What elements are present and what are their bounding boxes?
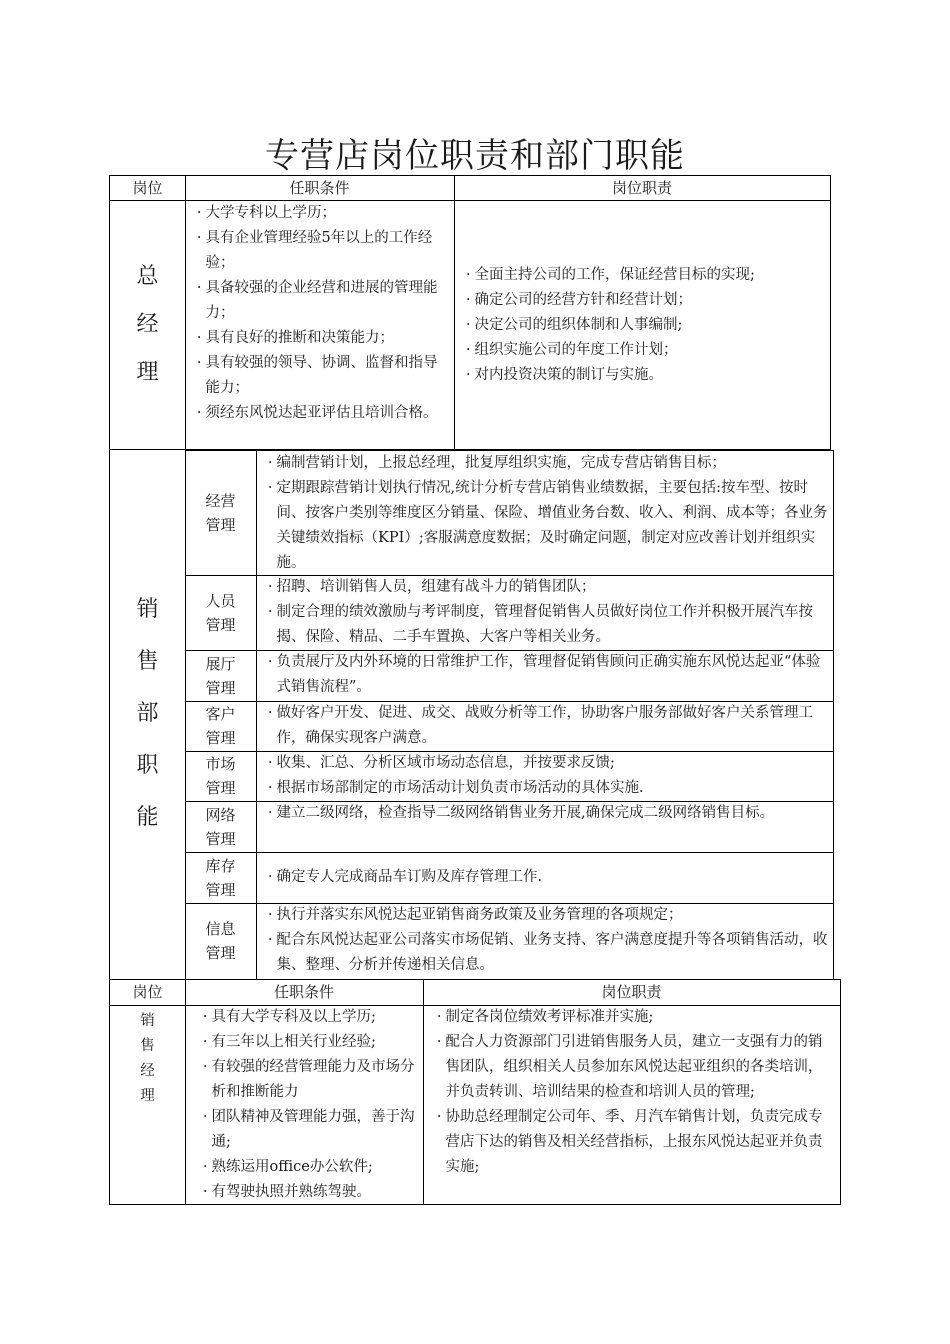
- gm-requirements: [185, 200, 455, 450]
- label-line: 管理: [205, 944, 236, 962]
- duty-item: · 确定公司的经营方针和经营计划；: [460, 288, 826, 313]
- duty-item: · 对内投资决策的制订与实施。: [460, 363, 826, 388]
- gm-duties: [454, 200, 831, 450]
- function-content-customer: [256, 701, 834, 752]
- label-line: 管理: [205, 615, 236, 634]
- dept-char: 能: [136, 805, 159, 830]
- function-label-market: [185, 751, 257, 802]
- duty-item: · 制定各岗位绩效考评标准并实施;: [431, 1005, 824, 1030]
- function-content-personnel: [256, 575, 834, 651]
- label-line: 经营: [205, 492, 236, 510]
- requirement-item: · 大学专科以上学历；: [191, 201, 450, 226]
- function-item: · 配合东风悦达起亚公司落实市场促销、业务支持、客户满意度提升等各项销售活动，收集、整理、分析并传递相关信息。: [262, 928, 829, 978]
- function-item: · 制定合理的绩效激励与考评制度，管理督促销售人员做好岗位工作并积极开展汽车按揭、保险、精品、二手车置换、大客户等相关业务。: [262, 600, 829, 650]
- function-label-personnel: [185, 575, 257, 651]
- function-content-information: [256, 903, 834, 979]
- function-content-showroom: [256, 650, 834, 702]
- function-item: · 收集、汇总、分析区域市场动态信息，并按要求反馈;: [262, 751, 829, 776]
- function-label-operations: [185, 450, 257, 576]
- function-item: · 招聘、培训销售人员，组建有战斗力的销售团队；: [262, 575, 829, 600]
- function-label-customer: [185, 701, 257, 752]
- label-line: 信息: [205, 920, 236, 938]
- duty-item: · 配合人力资源部门引进销售服务人员，建立一支强有力的销售团队，组织相关人员参加东风悦达起亚组织的各类培训，并负责转训、培训结果的检查和培训人员的管理;: [431, 1030, 824, 1105]
- requirement-item: · 须经东风悦达起亚评估且培训合格。: [191, 401, 450, 426]
- function-item: · 编制营销计划，上报总经理，批复厚组织实施，完成专营店销售目标；: [262, 451, 829, 476]
- function-item: · 执行并落实东风悦达起亚销售商务政策及业务管理的各项规定；: [262, 903, 829, 928]
- label-line: 管理: [205, 829, 236, 848]
- requirement-item: · 具有较强的领导、协调、监督和指导能力；: [191, 351, 450, 401]
- function-content-inventory: [256, 852, 834, 904]
- header-duties: 岗位职责: [454, 175, 831, 201]
- label-line: 库存: [205, 856, 236, 875]
- header-requirements: 任职条件: [185, 175, 455, 201]
- sales-dept-label: [109, 449, 186, 979]
- sm-requirements: [185, 1005, 424, 1205]
- dept-char: 职: [136, 753, 159, 778]
- sm-char: 经: [140, 1063, 155, 1079]
- requirement-item: · 熟练运用office办公软件;: [197, 1155, 415, 1180]
- requirement-item: · 有三年以上相关行业经验;: [197, 1030, 415, 1055]
- duty-item: · 全面主持公司的工作，保证经营目标的实现;: [460, 263, 826, 288]
- requirement-item: · 有驾驶执照并熟练驾驶。: [197, 1180, 415, 1205]
- function-content-network: [256, 801, 834, 853]
- gm-char: 经: [136, 311, 159, 337]
- requirement-item: · 团队精神及管理能力强，善于沟通;: [197, 1105, 415, 1155]
- function-item: · 做好客户开发、促进、成交、战败分析等工作，协助客户服务部做好客户关系管理工作，确保实现客户满意。: [262, 701, 829, 751]
- function-content-market: [256, 751, 834, 802]
- function-item: · 负责展厅及内外环境的日常维护工作，管理督促销售顾问正确实施东风悦达起亚“体验式销售流程”。: [262, 650, 829, 700]
- label-line: 客户: [205, 705, 236, 723]
- sm-duties: [423, 1005, 841, 1205]
- label-line: 管理: [205, 516, 236, 534]
- function-label-inventory: [185, 852, 257, 904]
- label-line: 管理: [205, 678, 236, 697]
- label-line: 管理: [205, 729, 236, 747]
- gm-char: 理: [136, 359, 159, 385]
- duty-item: · 组织实施公司的年度工作计划；: [460, 338, 826, 363]
- label-line: 展厅: [205, 654, 236, 673]
- function-label-network: [185, 801, 257, 853]
- label-line: 网络: [205, 805, 236, 824]
- requirement-item: · 具有良好的推断和决策能力；: [191, 326, 450, 351]
- function-item: · 定期跟踪营销计划执行情况,统计分析专营店销售业绩数据，主要包括:按车型、按时间、按客户类别等维度区分销量、保险、增值业务台数、收入、利润、成本等；各业务关键绩效指标（KPI）;客服满意度数据；及时确定问题，制定对应改善计划并组织实施。: [262, 476, 829, 576]
- label-line: 人员: [205, 591, 236, 610]
- function-item: · 建立二级网络，检查指导二级网络销售业务开展,确保完成二级网络销售目标。: [262, 801, 829, 826]
- requirement-item: · 具有大学专科及以上学历;: [197, 1005, 415, 1030]
- function-label-information: [185, 903, 257, 979]
- header-requirements-2: 任职条件: [185, 979, 424, 1006]
- duty-item: · 决定公司的组织体制和人事编制;: [460, 313, 826, 338]
- dept-char: 销: [136, 597, 159, 622]
- label-line: 市场: [205, 755, 236, 773]
- duty-item: · 协助总经理制定公司年、季、月汽车销售计划，负责完成专营店下达的销售及相关经营指标，上报东风悦达起亚并负责实施;: [431, 1105, 824, 1180]
- function-label-showroom: [185, 650, 257, 702]
- header-position-2: 岗位: [109, 979, 186, 1006]
- general-manager-label: [109, 200, 186, 450]
- page-title: 专营店岗位职责和部门职能: [265, 136, 685, 176]
- function-item: · 确定专人完成商品车订购及库存管理工作.: [262, 865, 829, 890]
- sm-char: 理: [140, 1088, 155, 1104]
- sm-char: 销: [140, 1013, 155, 1029]
- requirement-item: · 具有企业管理经验5年以上的工作经验；: [191, 226, 450, 276]
- dept-char: 售: [136, 649, 159, 674]
- dept-char: 部: [136, 701, 159, 726]
- label-line: 管理: [205, 880, 236, 899]
- sales-manager-label: [109, 1005, 186, 1205]
- header-duties-2: 岗位职责: [423, 979, 841, 1006]
- function-content-operations: [256, 450, 834, 576]
- gm-char: 总: [136, 263, 159, 289]
- requirement-item: · 具备较强的企业经营和进展的管理能力；: [191, 276, 450, 326]
- sm-char: 售: [140, 1038, 155, 1054]
- requirement-item: · 有较强的经营管理能力及市场分析和推断能力: [197, 1055, 415, 1105]
- label-line: 管理: [205, 779, 236, 797]
- header-position: 岗位: [109, 175, 186, 201]
- function-item: · 根据市场部制定的市场活动计划负责市场活动的具体实施.: [262, 776, 829, 801]
